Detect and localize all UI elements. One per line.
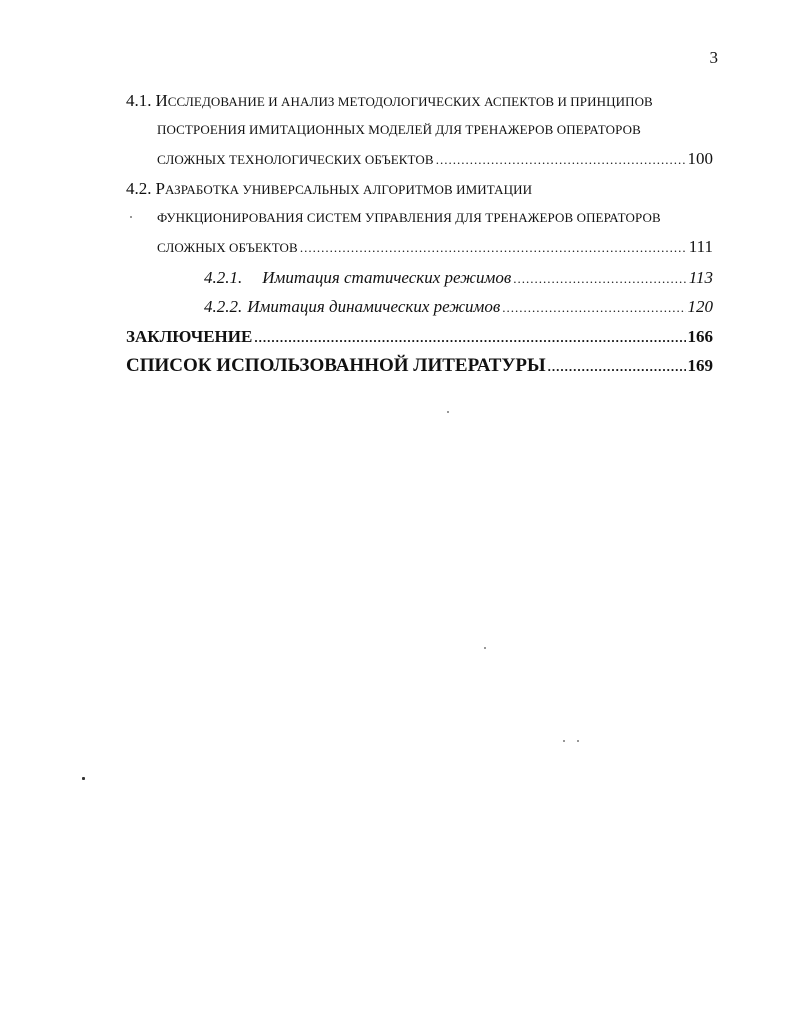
toc-entry-title: Имитация динамических режимов — [247, 297, 501, 316]
toc-entry-title: АЗРАБОТКА УНИВЕРСАЛЬНЫХ АЛГОРИТМОВ ИМИТАЦИИ — [164, 182, 533, 197]
toc-entry-page: 113 — [688, 268, 713, 287]
toc-entry-title: ЗАКЛЮЧЕНИЕ — [126, 327, 253, 346]
toc-entry-4-2-line-2 — [157, 205, 661, 231]
toc-entry-references — [126, 353, 713, 379]
toc-entry-title: Имитация статических режимов — [262, 268, 512, 287]
toc-entry-page: 120 — [687, 297, 713, 316]
dot-leader — [548, 354, 686, 380]
scan-speck — [130, 216, 132, 218]
toc-entry-page: 111 — [688, 237, 713, 256]
toc-entry-4-2-line-1 — [126, 176, 532, 202]
toc-entry-number: 4.2.1. — [204, 268, 243, 287]
toc-entry-first-letter: Р — [155, 179, 165, 198]
toc-entry-number: 4.2. — [126, 179, 152, 198]
toc-entry-4-2-2 — [204, 294, 713, 320]
scan-speck — [82, 777, 85, 780]
toc-entry-title-continued: ФУНКЦИОНИРОВАНИЯ СИСТЕМ УПРАВЛЕНИЯ ДЛЯ ТРЕНАЖЕРОВ ОПЕРАТОРОВ — [157, 210, 661, 225]
toc-entry-page: 100 — [687, 149, 713, 168]
toc-entry-number: 4.2.2. — [204, 297, 243, 316]
toc-entry-page: 166 — [687, 327, 713, 346]
toc-entry-4-2-1 — [204, 265, 713, 291]
toc-entry-page: 169 — [687, 356, 713, 375]
dot-leader — [300, 235, 687, 261]
scan-speck — [577, 740, 579, 742]
dot-leader — [502, 295, 685, 321]
toc-entry-title: СПИСОК ИСПОЛЬЗОВАННОЙ ЛИТЕРАТУРЫ — [126, 355, 546, 376]
toc-entry-4-1-line-1 — [126, 88, 653, 114]
toc-entry-conclusion — [126, 324, 713, 350]
dot-leader — [254, 325, 685, 351]
toc-entry-4-2-line-3 — [157, 234, 713, 260]
toc-entry-number: 4.1. — [126, 91, 152, 110]
toc-entry-title-continued: СЛОЖНЫХ ТЕХНОЛОГИЧЕСКИХ ОБЪЕКТОВ — [157, 152, 434, 167]
toc-entry-title-continued: ПОСТРОЕНИЯ ИМИТАЦИОННЫХ МОДЕЛЕЙ ДЛЯ ТРЕНАЖЕРОВ ОПЕРАТОРОВ — [157, 122, 641, 137]
dot-leader — [436, 147, 686, 173]
scan-speck — [447, 411, 449, 413]
page-number: 3 — [709, 48, 718, 67]
toc-entry-4-1-line-2 — [157, 117, 641, 143]
toc-entry-4-1-line-3 — [157, 146, 713, 172]
dot-leader — [513, 266, 687, 292]
toc-entry-title-continued: СЛОЖНЫХ ОБЪЕКТОВ — [157, 240, 298, 255]
scan-speck — [484, 647, 486, 649]
toc-entry-first-letter: И — [155, 91, 168, 110]
scan-speck — [563, 740, 565, 742]
toc-entry-title: ССЛЕДОВАНИЕ И АНАЛИЗ МЕТОДОЛОГИЧЕСКИХ АСПЕКТОВ И ПРИНЦИПОВ — [167, 94, 653, 109]
